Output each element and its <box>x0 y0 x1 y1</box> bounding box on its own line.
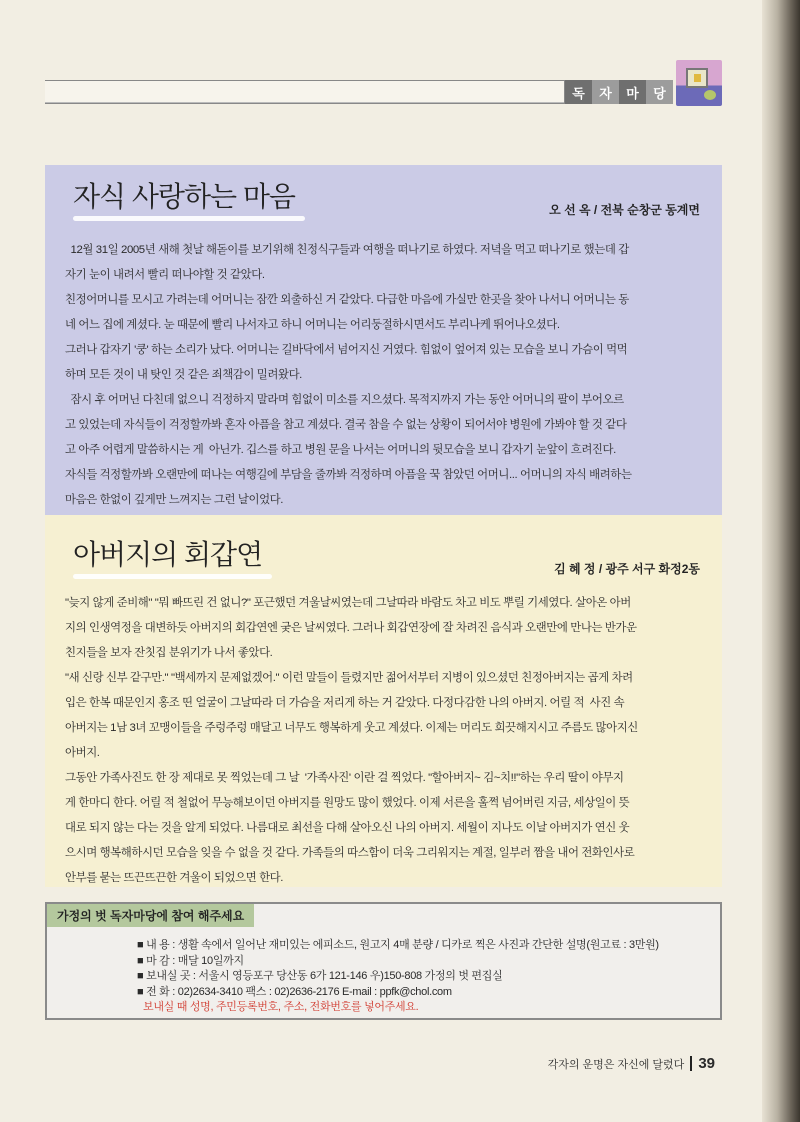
body-line: 하며 모든 것이 내 탓인 것 같은 죄책감이 밀려왔다. <box>65 369 302 381</box>
body-line: 안부를 묻는 뜨끈뜨끈한 겨울이 되었으면 한다. <box>65 872 284 884</box>
article-title: 자식 사랑하는 마음 <box>73 175 295 215</box>
body-line: 입은 한복 때문인지 홍조 띤 얼굴이 그날따라 더 가슴을 저리게 하는 거 같았다. 다정다감한 나의 아버지. 어릴 적 사진 속 <box>65 697 625 709</box>
article-body <box>65 238 710 513</box>
footer-tagline: 각자의 운명은 자신에 달렸다 <box>547 1058 685 1071</box>
body-line: 자식들 걱정할까봐 오랜만에 떠나는 여행길에 부담을 줄까봐 걱정하며 아픔을 꾹 참았던 어머니... 어머니의 자식 배려하는 <box>65 469 632 481</box>
body-line: 고 있었는데 자식들이 걱정할까봐 혼자 아픔을 참고 계셨다. 결국 참을 수 없는 상황이 되어서야 병원에 가봐야 할 것 같다 <box>65 419 627 431</box>
body-line: 친지들을 보자 잔칫집 분위기가 나서 좋았다. <box>65 647 273 659</box>
notice-item: ■ 마 감 : 매달 10일까지 <box>137 954 244 967</box>
body-line: 아버지. <box>65 747 100 759</box>
body-line: 자기 눈이 내려서 빨리 떠나야할 것 같았다. <box>65 269 265 281</box>
page-footer <box>548 1055 715 1072</box>
page-binding <box>762 0 800 1122</box>
body-line: "새 신랑 신부 같구만." "백세까지 문제없겠어." 이런 말들이 들렸지만 젊어서부터 지병이 있으셨던 친정아버지는 곱게 차려 <box>65 672 633 684</box>
participation-notice <box>45 902 722 1020</box>
notice-heading: 가정의 벗 독자마당에 참여 해주세요 <box>47 904 254 927</box>
body-line: 친정어머니를 모시고 가려는데 어머니는 잠깐 외출하신 거 같았다. 다급한 마음에 가실만 한곳을 찾아 나서니 어머니는 동 <box>65 294 629 306</box>
body-line: 대로 되지 않는 다는 것을 알게 되었다. 나름대로 최선을 다해 살아오신 나의 아버지. 세월이 지나도 이날 아버지가 연신 웃 <box>65 822 630 834</box>
notice-item: ■ 내 용 : 생활 속에서 일어난 재미있는 에피소드, 원고지 4매 분량 / 디카로 찍은 사진과 간단한 설명(원고료 : 3만원) <box>137 939 659 951</box>
footer-divider <box>690 1056 692 1071</box>
body-line: 잠시 후 어머닌 다친데 없으니 걱정하지 말라며 힘없이 미소를 지으셨다. 목적지까지 가는 동안 어머니의 팔이 부어오르 <box>65 394 624 406</box>
section-label-char: 자 <box>592 80 619 104</box>
page-number: 39 <box>698 1055 715 1072</box>
article-2 <box>45 515 722 887</box>
article-title: 아버지의 회갑연 <box>73 533 262 573</box>
section-label <box>565 80 673 104</box>
body-line: 그러나 갑자기 '쿵' 하는 소리가 났다. 어머니는 길바닥에서 넘어지신 거였다. 힘없이 엎어져 있는 모습을 보니 가슴이 먹먹 <box>65 344 628 356</box>
article-byline: 김 혜 정 / 광주 서구 화정2동 <box>554 562 700 576</box>
body-line: 12월 31일 2005년 새해 첫날 해돋이를 보기위해 친정식구들과 여행을 떠나기로 하였다. 저녁을 먹고 떠나기로 했는데 갑 <box>65 244 629 256</box>
body-line: 아버지는 1남 3녀 꼬맹이들을 주렁주렁 매달고 너무도 행복하게 웃고 계셨다. 이제는 머리도 희끗해지시고 주름도 많아지신 <box>65 722 638 734</box>
body-line: 게 한마디 한다. 어릴 적 철없어 무능해보이던 아버지를 원망도 많이 했었다. 이제 서른을 훌쩍 넘어버린 지금, 세상일이 뜻 <box>65 797 630 809</box>
notice-warning: 보내실 때 성명, 주민등록번호, 주소, 전화번호를 넣어주세요. <box>143 1001 419 1013</box>
notice-item: ■ 보내실 곳 : 서울시 영등포구 당산동 6가 121-146 우)150-808 가정의 벗 편집실 <box>137 970 503 982</box>
article-body <box>65 591 710 891</box>
body-line: 고 아주 어렵게 말씀하시는 게 아닌가. 깁스를 하고 병원 문을 나서는 어머니의 뒷모습을 보니 갑자기 눈앞이 흐려진다. <box>65 444 616 456</box>
section-label-char: 당 <box>646 80 673 104</box>
notice-item: ■ 전 화 : 02)2634-3410 팩스 : 02)2636-2176 E-mail : ppfk@chol.com <box>137 985 452 998</box>
body-line: 지의 인생역정을 대변하듯 아버지의 회갑연엔 궂은 날씨였다. 그러나 회갑연장에 잘 차려진 음식과 오랜만에 만나는 반가운 <box>65 622 637 634</box>
body-line: "늦지 않게 준비해" "뭐 빠뜨린 건 없니?" 포근했던 겨울날씨였는데 그날따라 바람도 차고 비도 뿌릴 기세였다. 살아온 아버 <box>65 597 631 609</box>
computer-icon <box>676 60 722 106</box>
body-line: 그동안 가족사진도 한 장 제대로 못 찍었는데 그 날 '가족사진' 이란 걸 찍었다. "할아버지~ 김~치!!"하는 우리 딸이 야무지 <box>65 772 624 784</box>
section-label-char: 마 <box>619 80 646 104</box>
header-bar <box>45 80 565 104</box>
article-1 <box>45 165 722 515</box>
body-line: 으시며 행복해하시던 모습을 잊을 수 없을 것 같다. 가족들의 따스함이 더욱 그리워지는 계절, 일부러 짬을 내어 전화인사로 <box>65 847 635 859</box>
section-label-char: 독 <box>565 80 592 104</box>
article-byline: 오 선 옥 / 전북 순창군 동계면 <box>549 203 700 217</box>
body-line: 네 어느 집에 계셨다. 눈 때문에 빨리 나서자고 하니 어머니는 어리둥절하시면서도 부리나케 뛰어나오셨다. <box>65 319 560 331</box>
body-line: 마음은 한없이 깊게만 느껴지는 그런 날이었다. <box>65 494 284 506</box>
